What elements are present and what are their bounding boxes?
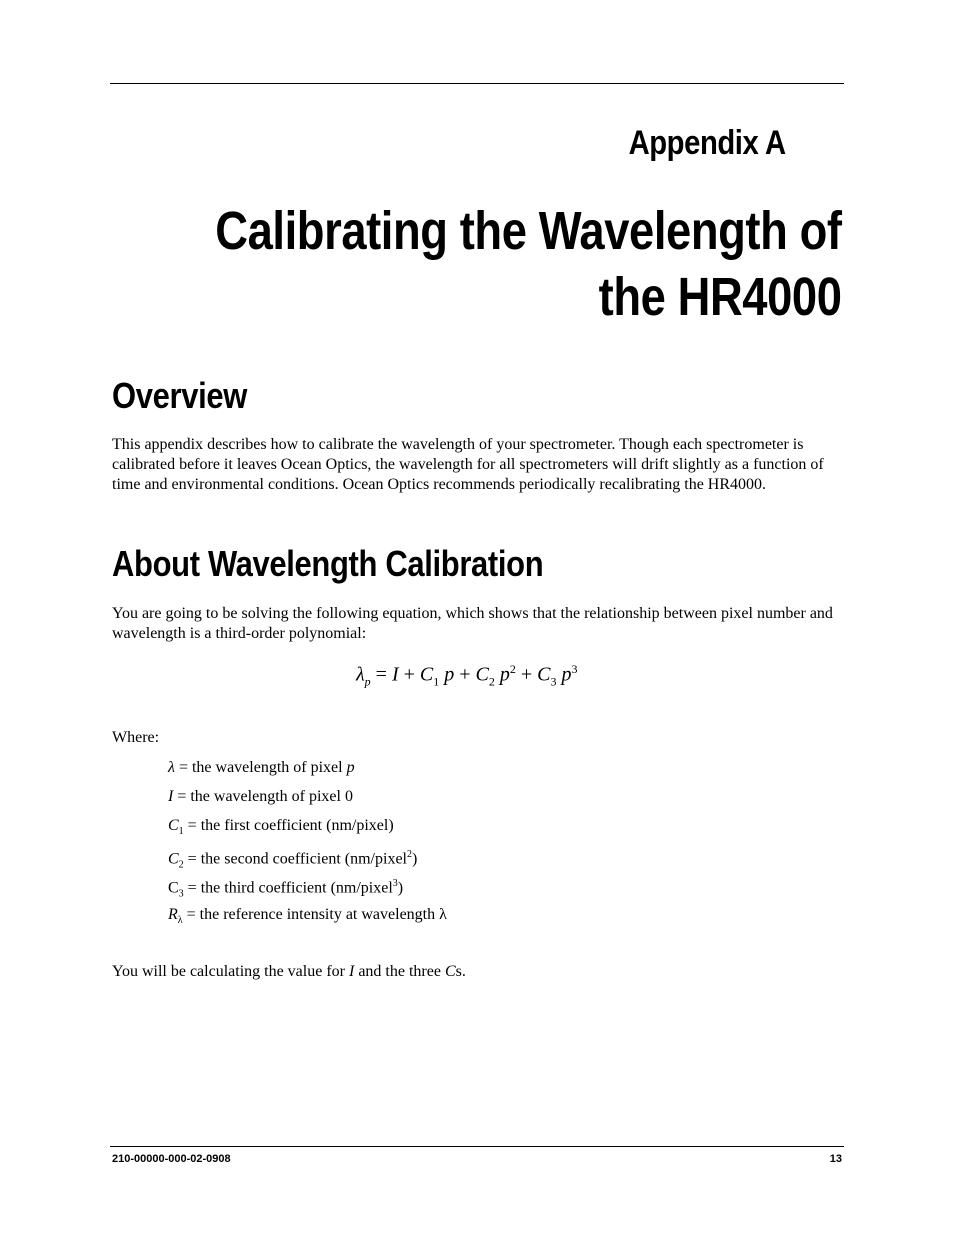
def-lambda-text: = the wavelength of pixel <box>174 759 347 776</box>
calibration-intro-paragraph: You are going to be solving the following equation, which shows that the relationship between pixel number and wavelength is a third-order polynomial: <box>112 605 833 642</box>
def-ref-sub: λ <box>177 915 183 927</box>
eq-intercept: I <box>391 663 399 686</box>
def-c3-text: = the third coefficient (nm/pixel <box>183 879 393 897</box>
def-c3-close: ) <box>397 879 404 897</box>
footer-rule <box>110 1146 844 1147</box>
eq-c3-sub: 3 <box>550 674 557 689</box>
def-c2-sub: 2 <box>178 859 184 871</box>
definition-list <box>168 758 447 934</box>
document-number: 210-00000-000-02-0908 <box>112 1153 231 1165</box>
closing-i: I <box>348 963 355 980</box>
definition-lambda <box>168 758 447 787</box>
eq-lambda: λ <box>356 663 365 686</box>
def-c1-sub: 1 <box>178 826 184 838</box>
closing-c: C <box>444 963 456 980</box>
definition-c3 <box>168 874 447 903</box>
eq-p2-sup: 2 <box>509 662 516 676</box>
def-c1-symbol: C <box>168 817 179 834</box>
polynomial-equation <box>356 662 578 690</box>
def-c2-text: = the second coefficient (nm/pixel <box>183 850 407 868</box>
def-intercept-symbol: I <box>168 788 174 805</box>
eq-p2: p <box>494 663 510 686</box>
chapter-title-line-1: Calibrating the Wavelength of <box>215 201 842 261</box>
eq-plus-2: + <box>454 663 476 686</box>
def-c2-sup: 2 <box>407 849 412 860</box>
where-label: Where: <box>112 729 160 746</box>
eq-p3: p <box>556 663 572 686</box>
definition-reference-intensity <box>168 905 447 934</box>
definition-c1 <box>168 816 447 845</box>
eq-plus-1: + <box>398 663 420 686</box>
def-c3-symbol: C <box>168 879 179 897</box>
eq-c1: C <box>419 663 434 686</box>
eq-c1-sub: 1 <box>433 674 440 689</box>
eq-equals: = <box>370 663 392 686</box>
page-number: 13 <box>829 1153 842 1165</box>
def-c1-text: = the first coefficient (nm/pixel) <box>183 817 394 834</box>
def-ref-text: = the reference intensity at wavelength λ <box>182 906 447 923</box>
closing-post: s. <box>455 963 466 980</box>
chapter-title-line-2: the HR4000 <box>599 267 842 327</box>
eq-p1: p <box>439 663 455 686</box>
header-rule <box>110 83 844 84</box>
eq-c2-sub: 2 <box>488 674 495 689</box>
def-intercept-text: = the wavelength of pixel 0 <box>173 788 353 805</box>
overview-heading: Overview <box>112 375 247 416</box>
eq-c3: C <box>537 663 551 686</box>
appendix-label: Appendix A <box>628 124 786 162</box>
eq-lambda-sub: p <box>364 674 371 689</box>
overview-paragraph: This appendix describes how to calibrate the wavelength of your spectrometer. Though each spectrometer is calibrated before it leaves Ocean Optics, the wavelength for all spectrometers will drift slightly as a function of time and environmental conditions. Ocean Optics recommends periodically recalibrating the HR4000. <box>112 436 824 493</box>
eq-c2: C <box>475 663 489 686</box>
def-c2-close: ) <box>412 850 418 868</box>
definition-intercept <box>168 787 447 816</box>
def-ref-symbol: R <box>168 906 178 923</box>
def-lambda-var: p <box>346 759 355 776</box>
def-c2-symbol: C <box>168 850 179 868</box>
def-lambda-symbol: λ <box>168 759 175 776</box>
def-c3-sub: 3 <box>178 888 184 900</box>
calibration-heading: About Wavelength Calibration <box>112 543 544 584</box>
definition-c2 <box>168 845 447 874</box>
closing-pre: You will be calculating the value for <box>112 963 349 980</box>
def-c3-sup: 3 <box>392 878 398 889</box>
chapter-title <box>216 198 842 330</box>
closing-mid: and the three <box>354 963 445 980</box>
eq-plus-3: + <box>515 663 538 686</box>
eq-p3-sup: 3 <box>571 662 578 676</box>
closing-sentence <box>112 963 466 981</box>
